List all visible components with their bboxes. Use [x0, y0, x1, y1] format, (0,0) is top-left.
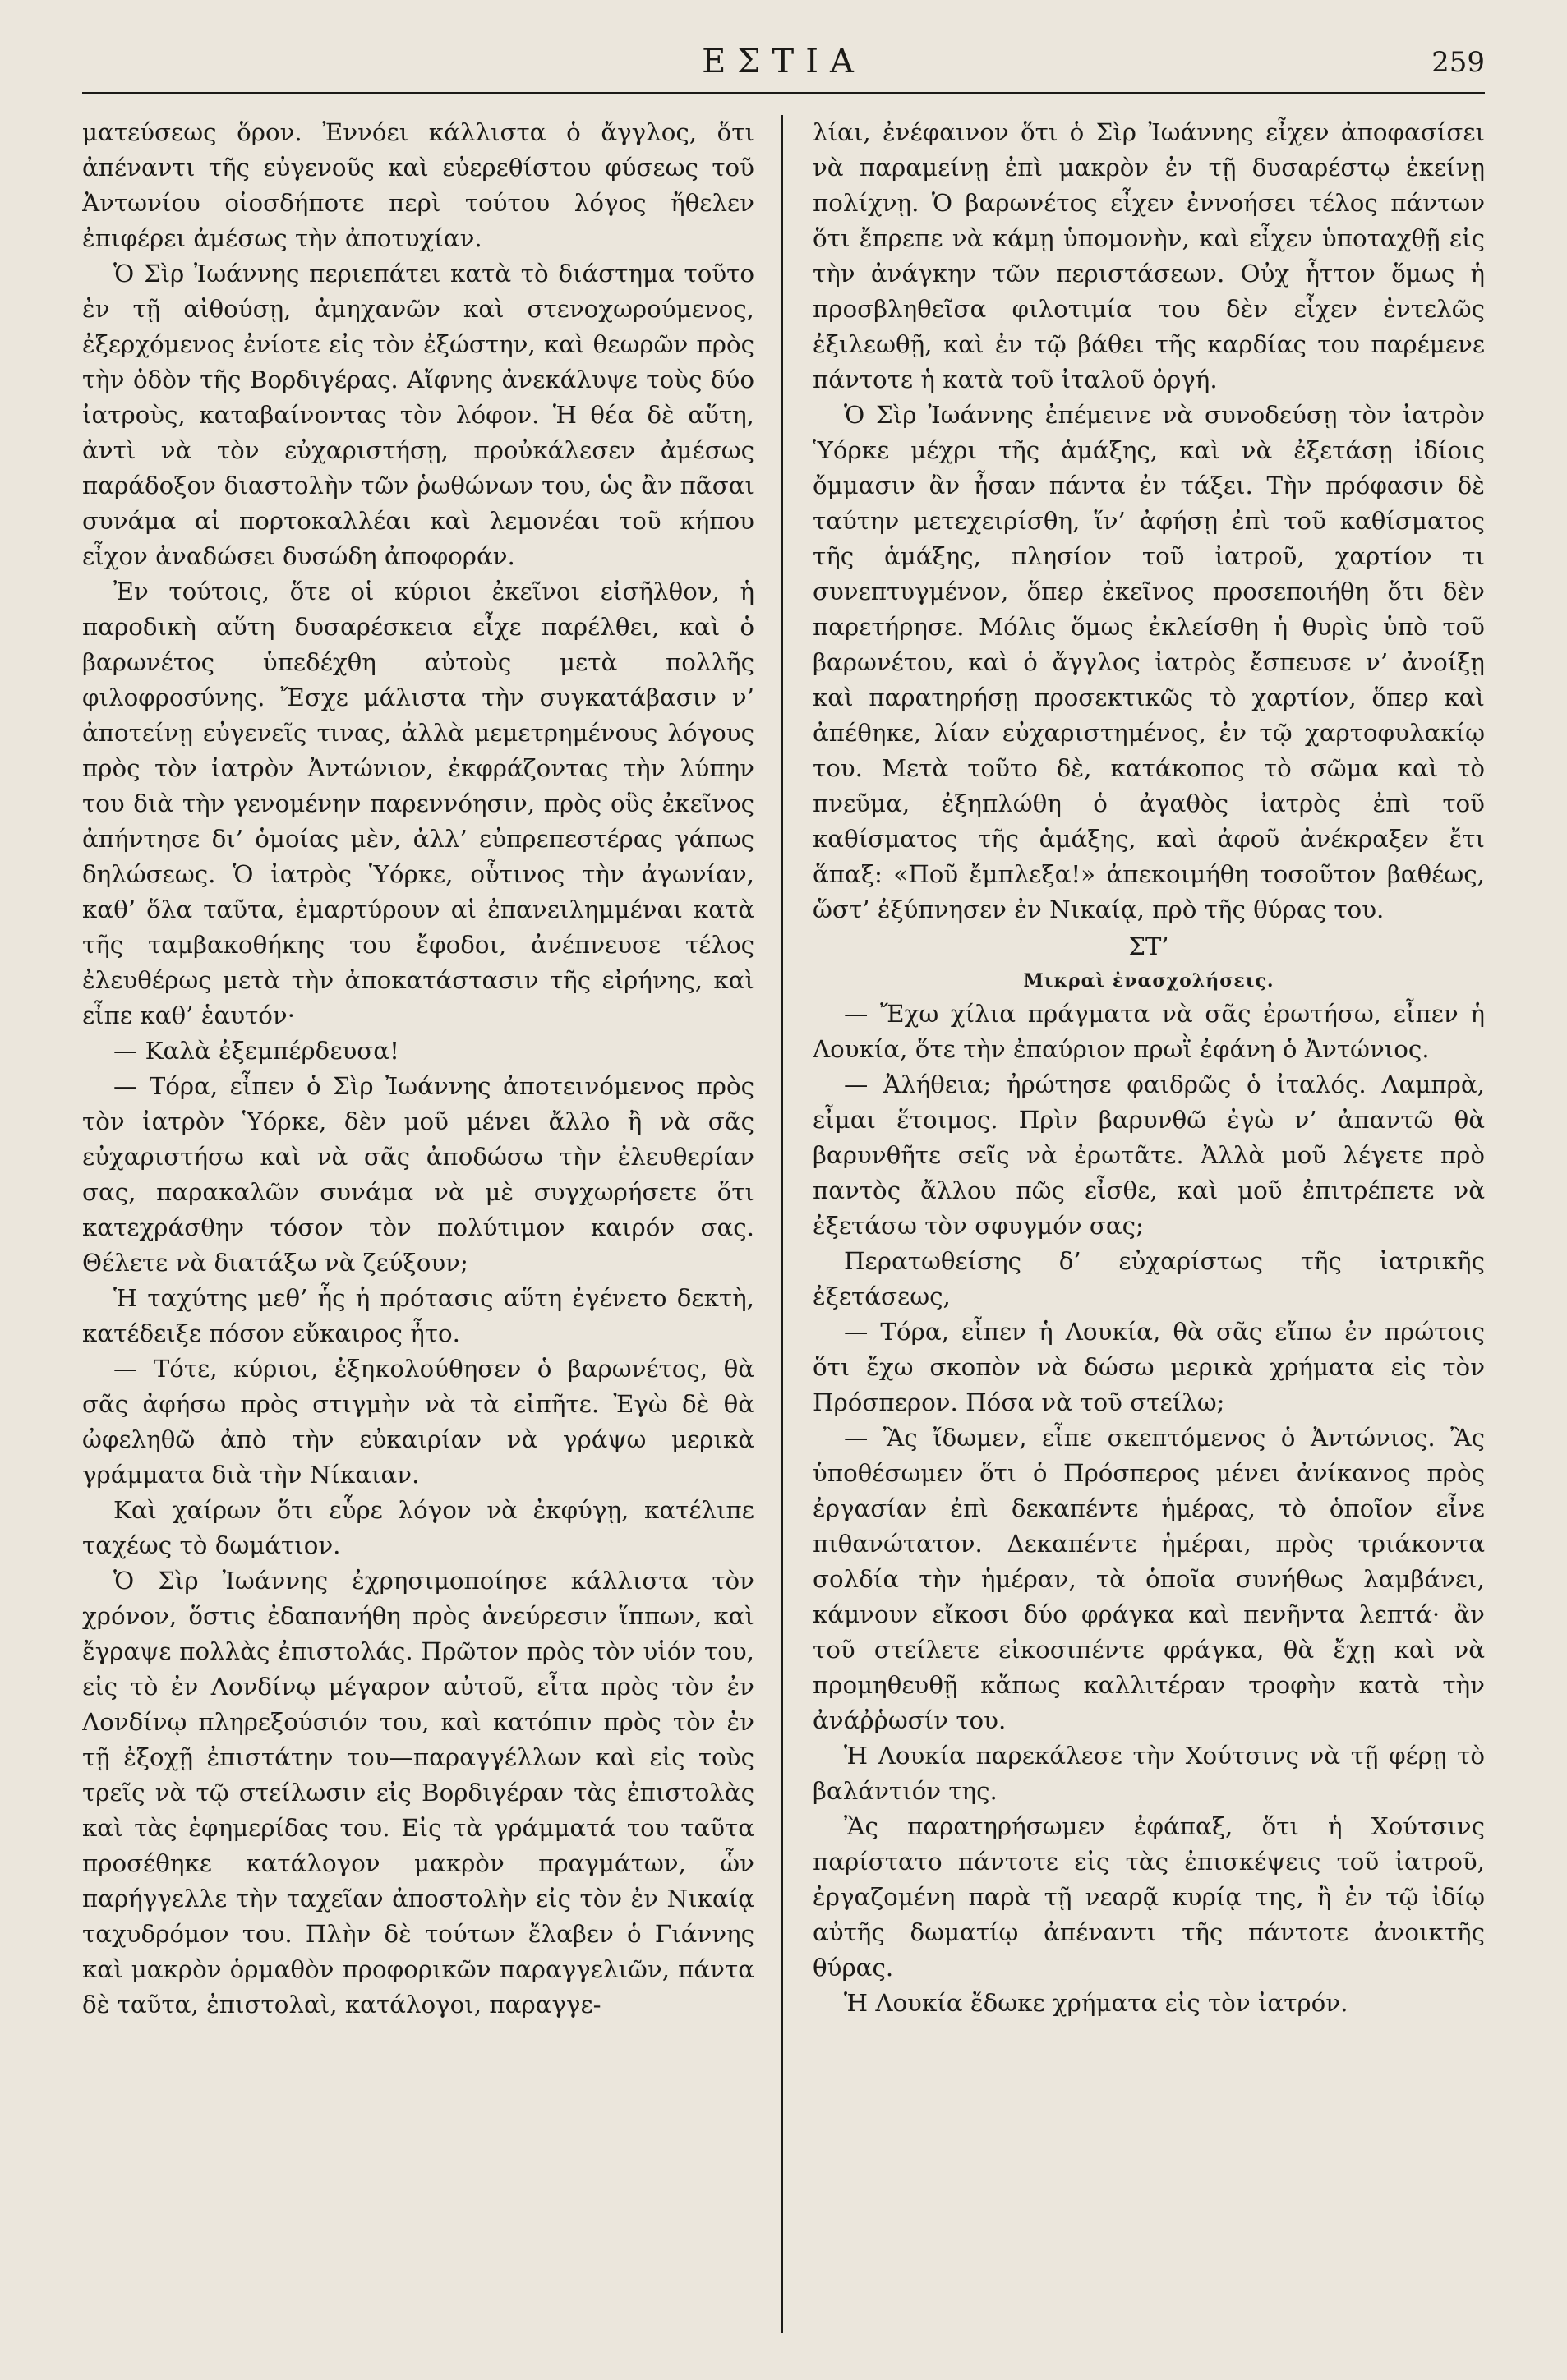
column-divider [781, 115, 783, 2333]
paragraph: Ἡ ταχύτης μεθ’ ἧς ἡ πρότασις αὕτη ἐγένετο δεκτὴ, κατέδειξε πόσον εὔκαιρος ἦτο. [82, 1284, 754, 1347]
paragraph: ματεύσεως ὅρον. Ἐννόει κάλλιστα ὁ ἄγγλος, ὅτι ἀπέναντι τῆς εὐγενοῦς καὶ εὐερεθίστου φύσεως τοῦ Ἀντωνίου οἱοσδήποτε περὶ τούτου λόγος ἤθελεν ἐπιφέρει ἀμέσως τὴν ἀποτυχίαν. [82, 118, 754, 252]
page-header [82, 33, 1485, 94]
left-column [82, 115, 754, 2341]
paragraph: Ἡ Λουκία παρεκάλεσε τὴν Χούτσινς νὰ τῇ φέρῃ τὸ βαλάντιόν της. [813, 1742, 1485, 1805]
paragraph: — Ἀλήθεια; ἠρώτησε φαιδρῶς ὁ ἰταλός. Λαμπρὰ, εἶμαι ἕτοιμος. Πρὶν βαρυνθῶ ἐγὼ ν’ ἀπαντῶ θὰ βαρυνθῆτε σεῖς νὰ ἐρωτᾶτε. Ἀλλὰ μοῦ λέγετε πρὸ παντὸς ἄλλου πῶς εἶσθε, καὶ μοῦ ἐπιτρέπετε νὰ ἐξετάσω τὸν σφυγμόν σας; [813, 1070, 1485, 1240]
paragraph: Ὁ Σὶρ Ἰωάννης ἐχρησιμοποίησε κάλλιστα τὸν χρόνον, ὅστις ἐδαπανήθη πρὸς ἀνεύρεσιν ἵππων, καὶ ἔγραψε πολλὰς ἐπιστολάς. Πρῶτον πρὸς τὸν υἱόν του, εἰς τὸ ἐν Λονδίνῳ μέγαρον αὐτοῦ, εἶτα πρὸς τὸν ἐν Λονδίνῳ πληρεξούσιόν του, καὶ κατόπιν πρὸς τὸν ἐν τῇ ἐξοχῇ ἐπιστάτην του—παραγγέλλων καὶ εἰς τοὺς τρεῖς νὰ τῷ στείλωσιν εἰς Βορδιγέραν τὰς ἐπιστολὰς καὶ τὰς ἐφημερίδας του. Εἰς τὰ γράμματά του ταῦτα προσέθηκε κατάλογον μακρὸν πραγμάτων, ὧν παρήγγελλε τὴν ταχεῖαν ἀποστολὴν εἰς τὸν ἐν Νικαίᾳ ταχυδρόμον του. Πλὴν δὲ τούτων ἔλαβεν ὁ Γιάννης καὶ μακρὸν ὁρμαθὸν προφορικῶν παραγγελιῶν, πάντα δὲ ταῦτα, ἐπιστολαὶ, κατάλογοι, παραγγε- [82, 1567, 754, 2019]
paragraph: Ὁ Σὶρ Ἰωάννης ἐπέμεινε νὰ συνοδεύσῃ τὸν ἰατρὸν Ὑόρκε μέχρι τῆς ἁμάξης, καὶ νὰ ἐξετάσῃ ἰδίοις ὄμμασιν ἂν ἦσαν πάντα ἐν τάξει. Τὴν πρόφασιν δὲ ταύτην μετεχειρίσθη, ἵν’ ἀφήσῃ ἐπὶ τοῦ καθίσματος τῆς ἁμάξης, πλησίον τοῦ ἰατροῦ, χαρτίον τι συνεπτυγμένον, ὅπερ ἐκεῖνος προσεποιήθη ὅτι δὲν παρετήρησε. Μόλις ὅμως ἐκλείσθη ἡ θυρὶς ὑπὸ τοῦ βαρωνέτου, καὶ ὁ ἄγγλος ἰατρὸς ἔσπευσε ν’ ἀνοίξῃ καὶ παρατηρήσῃ προσεκτικῶς τὸ χαρτίον, ὅπερ καὶ ἀπέθηκε, λίαν εὐχαριστημένος, ἐν τῷ χαρτοφυλακίῳ του. Μετὰ τοῦτο δὲ, κατάκοπος τὸ σῶμα καὶ τὸ πνεῦμα, ἐξηπλώθη ὁ ἀγαθὸς ἰατρὸς ἐπὶ τοῦ καθίσματος τῆς ἁμάξης, καὶ ἀφοῦ ἀνέκραξεν ἔτι ἅπαξ: «Ποῦ ἔμπλεξα!» ἀπεκοιμήθη τοσοῦτον βαθέως, ὥστ’ ἐξύπνησεν ἐν Νικαίᾳ, πρὸ τῆς θύρας του. [813, 401, 1485, 923]
section-number: ΣΤ’ [1128, 932, 1169, 960]
paragraph: Περατωθείσης δ’ εὐχαρίστως τῆς ἰατρικῆς ἐξετάσεως, [813, 1247, 1485, 1310]
paragraph: — Τότε, κύριοι, ἐξηκολούθησεν ὁ βαρωνέτος, θὰ σᾶς ἀφήσω πρὸς στιγμὴν νὰ τὰ εἰπῆτε. Ἐγὼ δὲ θὰ ὠφεληθῶ ἀπὸ τὴν εὐκαιρίαν νὰ γράψω μερικὰ γράμματα διὰ τὴν Νίκαιαν. [82, 1355, 754, 1489]
paragraph: Ὁ Σὶρ Ἰωάννης περιεπάτει κατὰ τὸ διάστημα τοῦτο ἐν τῇ αἰθούσῃ, ἀμηχανῶν καὶ στενοχωρούμενος, ἐξερχόμενος ἐνίοτε εἰς τὸν ἐξώστην, καὶ θεωρῶν πρὸς τὴν ὁδὸν τῆς Βορδιγέρας. Αἴφνης ἀνεκάλυψε τοὺς δύο ἰατροὺς, καταβαίνοντας τὸν λόφον. Ἡ θέα δὲ αὕτη, ἀντὶ νὰ τὸν εὐχαριστήσῃ, προὐκάλεσεν ἀμέσως παράδοξον διαστολὴν τῶν ῥωθώνων του, ὡς ἂν πᾶσαι συνάμα αἱ πορτοκαλλέαι καὶ λεμονέαι τοῦ κήπου εἶχον ἀναδώσει δυσώδη ἀποφοράν. [82, 260, 754, 570]
paragraph: Ἡ Λουκία ἔδωκε χρήματα εἰς τὸν ἰατρόν. [844, 1989, 1348, 2017]
paragraph: — Ἔχω χίλια πράγματα νὰ σᾶς ἐρωτήσω, εἶπεν ἡ Λουκία, ὅτε τὴν ἐπαύριον πρωῒ ἐφάνη ὁ Ἀντώνιος. [813, 1000, 1485, 1063]
paragraph: λίαι, ἐνέφαινον ὅτι ὁ Σὶρ Ἰωάννης εἶχεν ἀποφασίσει νὰ παραμείνῃ ἐπὶ μακρὸν ἐν τῇ δυσαρέστῳ ἐκείνῃ πολίχνῃ. Ὁ βαρωνέτος εἶχεν ἐννοήσει τέλος πάντων ὅτι ἔπρεπε νὰ κάμῃ ὑπομονὴν, καὶ εἶχεν ὑποταχθῇ εἰς τὴν ἀνάγκην τῶν περιστάσεων. Οὐχ ἧττον ὅμως ἡ προσβληθεῖσα φιλοτιμία του δὲν εἶχεν ἐντελῶς ἐξιλεωθῇ, καὶ ἐν τῷ βάθει τῆς καρδίας του παρέμενε πάντοτε ἡ κατὰ τοῦ ἰταλοῦ ὀργή. [813, 118, 1485, 394]
right-column [813, 115, 1485, 2341]
paragraph: — Ἂς ἴδωμεν, εἶπε σκεπτόμενος ὁ Ἀντώνιος. Ἂς ὑποθέσωμεν ὅτι ὁ Πρόσπερος μένει ἀνίκανος πρὸς ἐργασίαν ἐπὶ δεκαπέντε ἡμέρας, τὸ ὁποῖον εἶνε πιθανώτατον. Δεκαπέντε ἡμέραι, πρὸς τριάκοντα σολδία τὴν ἡμέραν, τὰ ὁποῖα συνήθως λαμβάνει, κάμνουν εἴκοσι δύο φράγκα καὶ πενῆντα λεπτά· ἂν τοῦ στείλετε εἰκοσιπέντε φράγκα, θὰ ἔχῃ καὶ νὰ προμηθευθῇ κἄπως καλλιτέραν τροφὴν κατὰ τὴν ἀνάῤῥωσίν του. [813, 1424, 1485, 1734]
paragraph: Ἐν τούτοις, ὅτε οἱ κύριοι ἐκεῖνοι εἰσῆλθον, ἡ παροδικὴ αὕτη δυσαρέσκεια εἶχε παρέλθει, καὶ ὁ βαρωνέτος ὑπεδέχθη αὐτοὺς μετὰ πολλῆς φιλοφροσύνης. Ἔσχε μάλιστα τὴν συγκατάβασιν ν’ ἀποτείνῃ εὐγενεῖς τινας, ἀλλὰ μεμετρημένους λόγους πρὸς τὸν ἰατρὸν Ἀντώνιον, ἐκφράζοντας τὴν λύπην του διὰ τὴν γενομένην παρεννόησιν, πρὸς οὓς ἐκεῖνος ἀπήντησε δι’ ὁμοίας μὲν, ἀλλ’ εὐπρεπεστέρας γάπως δηλώσεως. Ὁ ἰατρὸς Ὑόρκε, οὗτινος τὴν ἀγωνίαν, καθ’ ὅλα ταῦτα, ἐμαρτύρουν αἱ ἐπανειλημμέναι κατὰ τῆς ταμβακοθήκης του ἔφοδοι, ἀνέπνευσε τέλος ἐλευθέρως μετὰ τὴν ἀποκατάστασιν τῆς εἰρήνης, καὶ εἶπε καθ’ ἑαυτόν· [82, 578, 754, 1029]
paragraph: — Καλὰ ἐξεμπέρδευσα! [113, 1037, 399, 1065]
page-number: 259 [1431, 46, 1485, 79]
paragraph: Ἂς παρατηρήσωμεν ἐφάπαξ, ὅτι ἡ Χούτσινς παρίστατο πάντοτε εἰς τὰς ἐπισκέψεις τοῦ ἰατροῦ, ἐργαζομένη παρὰ τῇ νεαρᾷ κυρίᾳ της, ἢ ἐν τῷ ἰδίῳ αὐτῆς δωματίῳ ἀπέναντι τῆς πάντοτε ἀνοικτῆς θύρας. [813, 1812, 1485, 1982]
paragraph: — Τόρα, εἶπεν ἡ Λουκία, θὰ σᾶς εἴπω ἐν πρώτοις ὅτι ἔχω σκοπὸν νὰ δώσω μερικὰ χρήματα εἰς τὸν Πρόσπερον. Πόσα νὰ τοῦ στείλω; [813, 1318, 1485, 1416]
journal-title: ΕΣΤΙΑ [702, 43, 865, 81]
paragraph: — Τόρα, εἶπεν ὁ Σὶρ Ἰωάννης ἀποτεινόμενος πρὸς τὸν ἰατρὸν Ὑόρκε, δὲν μοῦ μένει ἄλλο ἢ νὰ σᾶς εὐχαριστήσω καὶ νὰ σᾶς ἀποδώσω τὴν ἐλευθερίαν σας, παρακαλῶν συνάμα νὰ μὲ συγχωρήσετε ὅτι κατεχράσθην τόσον τὸν πολύτιμον καιρόν σας. Θέλετε νὰ διατάξω νὰ ζεύξουν; [82, 1072, 754, 1277]
paragraph: Καὶ χαίρων ὅτι εὗρε λόγον νὰ ἐκφύγῃ, κατέλιπε ταχέως τὸ δωμάτιον. [82, 1496, 754, 1559]
section-title: Μικραὶ ἐνασχολήσεις. [1023, 970, 1274, 992]
